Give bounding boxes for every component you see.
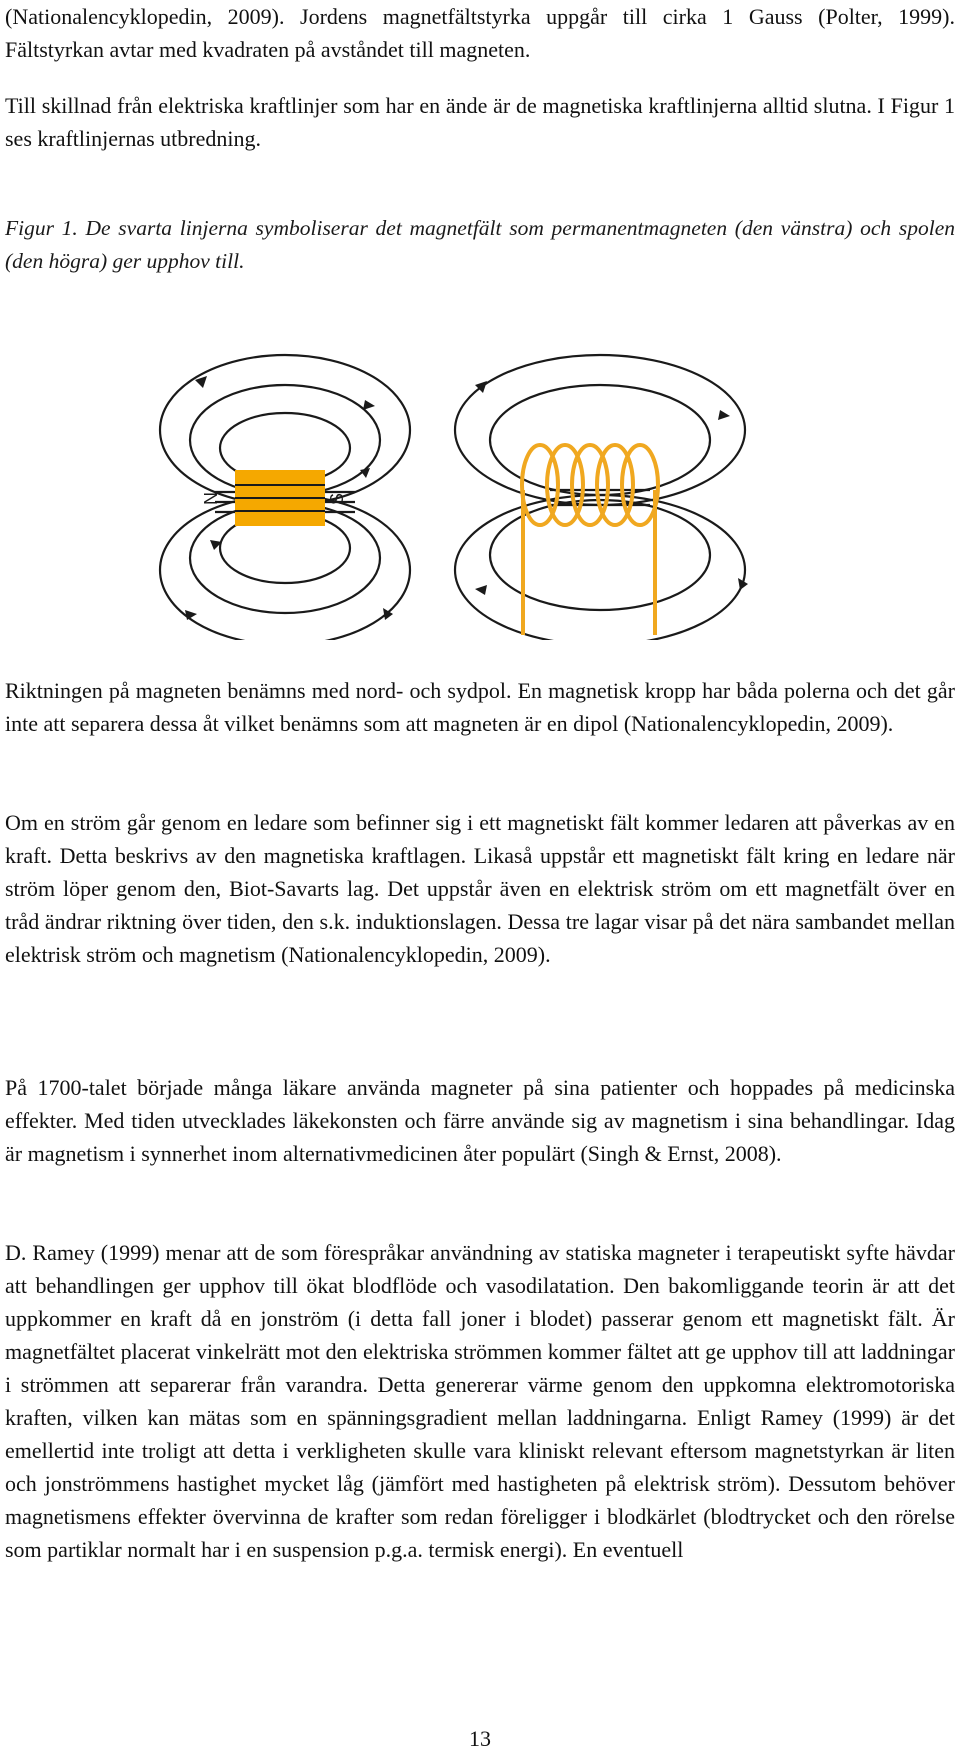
north-pole-label: N: [201, 492, 221, 505]
paragraph-2: Till skillnad från elektriska kraftlinjer som har en ände är de magnetiska kraftlinjerna alltid slutna. I Figur 1 ses kraftlinjernas utbredning.: [5, 93, 955, 151]
paragraph-4: Om en ström går genom en ledare som befinner sig i ett magnetiskt fält kommer ledaren att påverkas av en kraft. Detta beskrivs av den magnetiska kraftlagen. Likaså uppstår ett magnetiskt fält kring en ledare när ström löper genom den, Biot-Savarts lag. Det uppstår även en elektrisk ström om ett magnetfält över en tråd ändrar riktning över tiden, den s.k. induktionslagen. Dessa tre lagar visar på det nära sambandet mellan elektrisk ström och magnetism (Nationalencyklopedin, 2009).: [5, 810, 955, 967]
paragraph-3: Riktningen på magneten benämns med nord- och sydpol. En magnetisk kropp har båda polerna och det går inte att separera dessa åt vilket benämns som att magneten är en dipol (Nationalencyklopedin, 2009).: [5, 678, 955, 736]
paragraph-6: D. Ramey (1999) menar att de som förespråkar användning av statiska magneter i terapeutiskt syfte hävdar att behandlingen ger upphov till ökat blodflöde och vasodilatation. Den bakomliggande teorin är att det uppkommer en kraft då en jonström (i detta fall joner i blodet) passerar genom ett magnetiskt fält. Är magnetfältet placerat vinkelrätt mot den elektriska strömmen kommer fältet att ge upphov till att laddningar i strömmen att separerar från varandra. Detta genererar värme genom den uppkomna elektromotoriska kraften, vilken kan mätas som en spänningsgradient mellan laddningarna. Enligt Ramey (1999) är det emellertid inte troligt att detta i verkligheten skulle vara kliniskt relevant eftersom magnetstyrkan är liten och jonströmmens hastighet mycket låg (jämfört med hastigheten på elektrisk ström). Dessutom behöver magnetismens effekter övervinna de krafter som redan föreligger i blodkärlet (blodtrycket och den rörelse som partiklar normalt har i en suspension p.g.a. termisk energi). En eventuell: [5, 1240, 955, 1562]
figure-magnetic-field-lines: [155, 340, 795, 640]
coil-field-arrows: [475, 381, 748, 595]
paragraph-1: (Nationalencyklopedin, 2009). Jordens magnetfältstyrka uppgår till cirka 1 Gauss (Polter, 1999). Fältstyrkan avtar med kvadraten på avståndet till magneten.: [5, 4, 955, 62]
paragraph-5: På 1700-talet började många läkare använda magneter på sina patienter och hoppades på medicinska effekter. Med tiden utvecklades läkekonsten och färre använde sig av magnetism i sina behandlingar. Idag är magnetism i synnerhet inom alternativmedicinen åter populärt (Singh & Ernst, 2008).: [5, 1075, 955, 1166]
figure-caption: Figur 1. De svarta linjerna symboliserar det magnetfält som permanentmagneten (den vänstra) och spolen (den högra) ger upphov till.: [5, 215, 955, 273]
magnetic-field-diagram: [155, 340, 795, 640]
south-pole-label: S: [327, 492, 347, 505]
coil-field-lines: [455, 355, 745, 640]
page-number: 13: [469, 1726, 491, 1751]
